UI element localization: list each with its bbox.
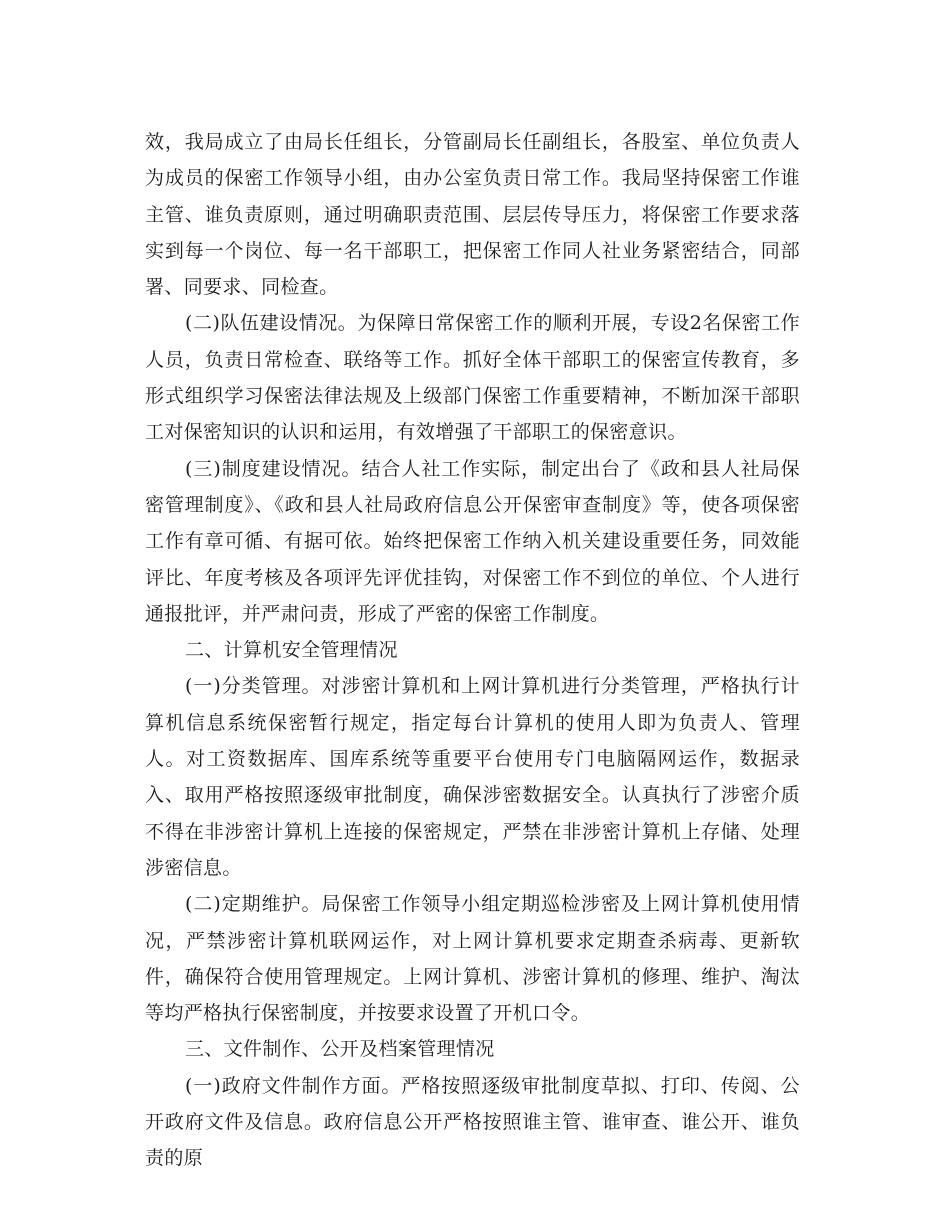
paragraph-regular-maintenance: (二)定期维护。局保密工作领导小组定期巡检涉密及上网计算机使用情况，严禁涉密计算机联网运作，对上网计算机要求定期查杀病毒、更新软件，确保符合使用管理规定。上网计算机、涉密计算机的修理、维护、淘汰等均严格执行保密制度，并按要求设置了开机口令。	[145, 893, 800, 1025]
section-heading-document-management: 三、文件制作、公开及档案管理情况	[185, 1038, 495, 1061]
paragraph-government-documents: (一)政府文件制作方面。严格按照逐级审批制度草拟、打印、传阅、公开政府文件及信息。政府信息公开严格按照谁主管、谁审查、谁公开、谁负责的原	[145, 1074, 800, 1170]
paragraph-classified-management: (一)分类管理。对涉密计算机和上网计算机进行分类管理，严格执行计算机信息系统保密暂行规定，指定每台计算机的使用人即为负责人、管理人。对工资数据库、国库系统等重要平台使用专门电脑隔网运作，数据录入、取用严格按照逐级审批制度，确保涉密数据安全。认真执行了涉密介质不得在非涉密计算机上连接的保密规定，严禁在非涉密计算机上存储、处理涉密信息。	[145, 675, 800, 879]
document-body	[145, 124, 800, 1177]
paragraph-intro-continuation: 效，我局成立了由局长任组长，分管副局长任副组长，各股室、单位负责人为成员的保密工作领导小组，由办公室负责日常工作。我局坚持保密工作谁主管、谁负责原则，通过明确职责范围、层层传导压力，将保密工作要求落实到每一个岗位、每一名干部职工，把保密工作同人社业务紧密结合，同部署、同要求、同检查。	[145, 131, 800, 299]
paragraph-system-building: (三)制度建设情况。结合人社工作实际，制定出台了《政和县人社局保密管理制度》、《政和县人社局政府信息公开保密审查制度》等，使各项保密工作有章可循、有据可依。始终把保密工作纳入机关建设重要任务，同效能评比、年度考核及各项评先评优挂钩，对保密工作不到位的单位、个人进行通报批评，并严肃问责，形成了严密的保密工作制度。	[145, 457, 800, 625]
section-heading-computer-security: 二、计算机安全管理情况	[185, 639, 398, 662]
paragraph-team-building: (二)队伍建设情况。为保障日常保密工作的顺利开展，专设2名保密工作人员，负责日常检查、联络等工作。抓好全体干部职工的保密宣传教育，多形式组织学习保密法律法规及上级部门保密工作重要精神，不断加深干部职工对保密知识的认识和运用，有效增强了干部职工的保密意识。	[145, 312, 800, 444]
